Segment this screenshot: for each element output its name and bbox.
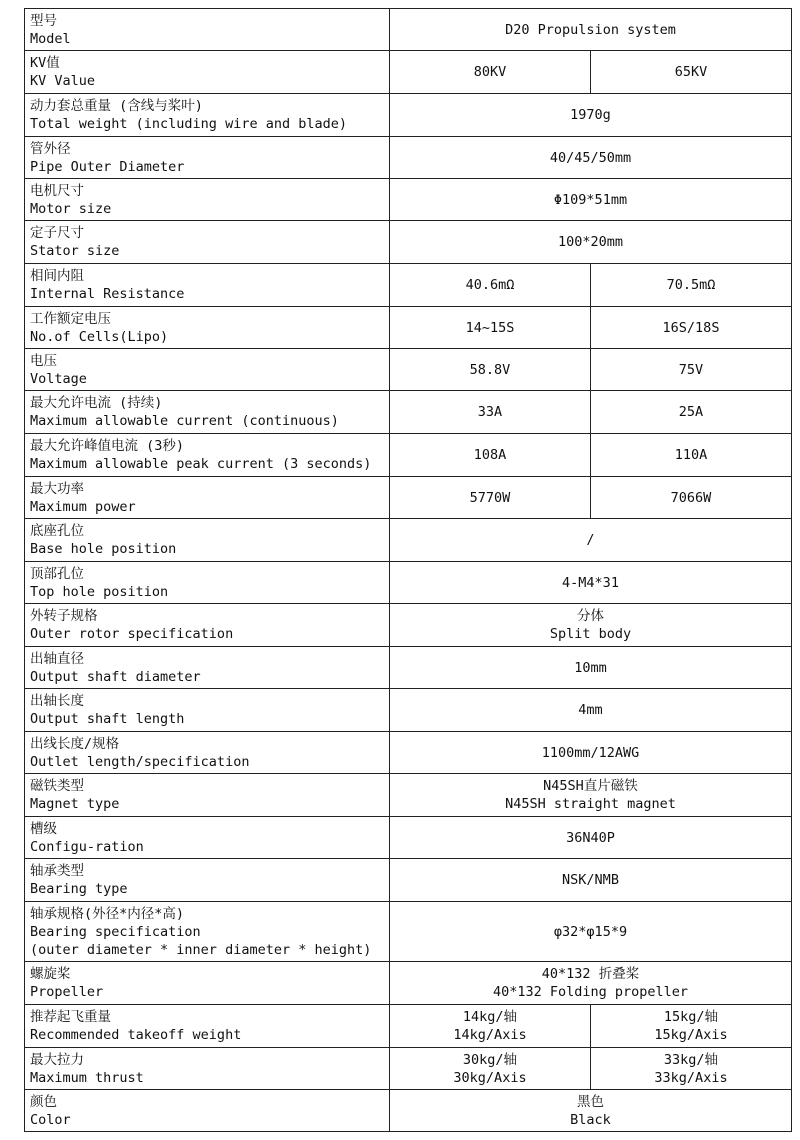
spec-label-cell [25,307,390,349]
spec-label-line: 颜色 [30,1093,57,1110]
spec-label-cell [25,604,390,647]
spec-row [25,179,792,221]
spec-label-cell [25,179,390,221]
spec-value-cell [591,477,792,519]
spec-row [25,221,792,264]
spec-label-cell [25,434,390,477]
spec-value-line: 80KV [473,64,507,80]
spec-value-line: 14kg/轴 [462,1009,518,1025]
spec-label-line: 最大拉力 [30,1051,84,1068]
spec-value-line: 108A [473,447,507,463]
spec-row [25,519,792,562]
spec-value-line: 1970g [570,107,611,123]
spec-label-line: 管外径 [30,140,71,157]
spec-value-cell [591,264,792,307]
spec-label-line: 出线长度/规格 [30,735,120,752]
spec-label-line: 外转子规格 [30,608,98,624]
spec-row [25,732,792,774]
spec-value-line: 65KV [674,64,708,80]
spec-table [24,8,792,1132]
spec-label-cell [25,94,390,137]
spec-value-cell [390,137,792,179]
spec-label-line: 电压 [30,352,57,369]
spec-row [25,349,792,391]
spec-value-cell [390,647,792,689]
spec-value-cell [591,434,792,477]
spec-value-cell [390,434,591,477]
spec-label-cell [25,1005,390,1048]
spec-label-cell [25,9,390,51]
spec-label-line: 槽级 [30,820,57,837]
spec-label-line: 最大功率 [30,480,84,497]
spec-row [25,604,792,647]
spec-label-line: 最大允许峰值电流 (3秒) [30,438,185,454]
spec-label-line: 定子尺寸 [30,225,84,241]
spec-value-line: 15kg/轴 [663,1009,719,1025]
spec-value-cell [390,179,792,221]
spec-value-line: 15kg/Axis [654,1027,728,1043]
spec-value-cell [390,519,792,562]
spec-label-line: Propeller [30,984,104,1000]
spec-label-cell [25,349,390,391]
spec-label-line: Model [30,30,71,47]
spec-table-body [25,9,792,1132]
spec-label-line: 最大允许电流 (持续) [30,395,163,411]
spec-row [25,859,792,902]
spec-value-line: 14~15S [465,319,515,336]
spec-label-line: Bearing specification [30,923,201,940]
spec-label-line: Maximum thrust [30,1069,144,1086]
spec-label-cell [25,477,390,519]
spec-label-cell [25,859,390,902]
spec-value-cell [390,817,792,859]
spec-label-line: Stator size [30,243,120,259]
spec-value-line: 33A [477,404,503,420]
spec-row [25,562,792,604]
spec-value-line: Φ109*51mm [553,191,628,208]
spec-value-line: Black [570,1111,611,1128]
spec-row [25,647,792,689]
spec-value-line: 30kg/轴 [462,1051,518,1068]
spec-label-line: 出轴直径 [30,650,84,667]
spec-row [25,9,792,51]
spec-value-line: 7066W [670,489,712,506]
spec-value-cell [591,307,792,349]
spec-label-line: 工作额定电压 [30,310,111,327]
spec-value-cell [390,1048,591,1090]
spec-row [25,391,792,434]
spec-label-line: 相间内阻 [30,268,84,284]
spec-value-line: 36N40P [566,829,615,846]
spec-label-cell [25,391,390,434]
spec-value-line: 110A [674,447,708,463]
spec-value-line: 黑色 [577,1093,604,1110]
spec-label-line: Color [30,1111,71,1128]
spec-label-line: Internal Resistance [30,286,185,302]
spec-label-line: 推荐起飞重量 [30,1009,111,1025]
spec-value-cell [390,562,792,604]
spec-row [25,94,792,137]
spec-row [25,434,792,477]
spec-value-line: 40/45/50mm [549,149,632,166]
spec-value-line: 75V [678,361,704,378]
spec-label-cell [25,1090,390,1132]
spec-value-line: 33kg/轴 [663,1051,719,1068]
spec-label-line: 出轴长度 [30,693,84,709]
spec-value-line: 10mm [574,659,607,676]
spec-value-cell [591,51,792,94]
spec-value-cell [390,264,591,307]
spec-label-cell [25,902,390,962]
spec-label-line: Configu-ration [30,838,144,855]
spec-label-line: 磁铁类型 [30,778,84,794]
spec-label-line: 顶部孔位 [30,565,84,582]
spec-value-cell [390,9,792,51]
spec-value-cell [390,902,792,962]
spec-label-line: Maximum power [30,498,136,515]
spec-value-line: 40*132 Folding propeller [492,984,689,1000]
spec-label-line: Outlet length/specification [30,753,250,770]
spec-value-line: / [586,532,595,548]
spec-label-line: Voltage [30,370,87,387]
spec-value-cell [390,349,591,391]
spec-label-line: Outer rotor specification [30,626,234,642]
spec-label-line: Top hole position [30,583,169,600]
spec-value-line: 40.6mΩ [465,277,515,293]
spec-value-line: 16S/18S [662,319,720,336]
spec-label-line: KV值 [30,55,60,71]
spec-label-line: Motor size [30,200,112,217]
spec-label-line: Maximum allowable peak current (3 seconds) [30,456,372,472]
spec-label-cell [25,774,390,817]
spec-value-line: N45SH直片磁铁 [543,778,638,794]
spec-value-cell [390,1090,792,1132]
spec-value-cell [390,51,591,94]
spec-row [25,774,792,817]
spec-value-cell [390,689,792,732]
spec-row [25,817,792,859]
spec-label-line: 底座孔位 [30,523,84,539]
spec-value-line: 14kg/Axis [453,1027,527,1043]
spec-value-cell [390,604,792,647]
spec-label-cell [25,221,390,264]
spec-value-line: φ32*φ15*9 [553,923,628,940]
spec-label-cell [25,264,390,307]
spec-label-line: Base hole position [30,541,177,557]
spec-value-line: 100*20mm [557,234,624,250]
spec-value-cell [390,477,591,519]
spec-label-line: (outer diameter * inner diameter * height) [30,941,372,958]
spec-row [25,689,792,732]
spec-value-line: NSK/NMB [562,872,619,888]
spec-label-cell [25,732,390,774]
spec-label-line: 轴承规格(外径*内径*高) [30,905,185,922]
spec-label-cell [25,817,390,859]
spec-value-line: N45SH straight magnet [505,796,676,812]
spec-label-line: 型号 [30,12,57,29]
spec-value-line: 4-M4*31 [562,574,619,591]
spec-value-line: 分体 [577,608,604,624]
spec-value-line: 30kg/Axis [453,1069,527,1086]
spec-value-cell [390,307,591,349]
spec-value-line: 25A [678,404,704,420]
spec-label-cell [25,689,390,732]
spec-row [25,51,792,94]
spec-row [25,1048,792,1090]
spec-label-line: 电机尺寸 [30,182,84,199]
spec-label-cell [25,562,390,604]
spec-label-line: Total weight (including wire and blade) [30,116,347,132]
spec-value-cell [390,1005,591,1048]
spec-label-line: Output shaft diameter [30,668,201,685]
spec-value-cell [591,349,792,391]
spec-label-cell [25,962,390,1005]
spec-row [25,307,792,349]
spec-row [25,1005,792,1048]
spec-value-line: 33kg/Axis [654,1069,728,1086]
spec-value-line: 58.8V [469,361,511,378]
spec-label-line: 动力套总重量 (含线与桨叶) [30,98,203,114]
spec-label-line: KV Value [30,73,96,89]
spec-value-cell [390,94,792,137]
spec-label-line: Magnet type [30,796,120,812]
spec-label-line: No.of Cells(Lipo) [30,328,169,345]
spec-label-cell [25,647,390,689]
spec-value-cell [591,1048,792,1090]
spec-value-cell [591,1005,792,1048]
spec-label-line: 螺旋桨 [30,966,71,982]
spec-value-cell [390,962,792,1005]
spec-value-cell [591,391,792,434]
spec-label-cell [25,137,390,179]
spec-value-line: 40*132 折叠桨 [541,966,640,982]
spec-label-line: Recommended takeoff weight [30,1027,242,1043]
spec-row [25,137,792,179]
spec-label-line: Bearing type [30,881,128,897]
spec-value-line: Split body [549,626,632,642]
spec-value-line: 4mm [578,702,603,718]
spec-row [25,477,792,519]
spec-value-cell [390,732,792,774]
spec-value-cell [390,774,792,817]
spec-value-cell [390,391,591,434]
spec-value-line: 5770W [469,489,511,506]
spec-row [25,902,792,962]
spec-label-cell [25,51,390,94]
spec-value-cell [390,221,792,264]
spec-label-cell [25,519,390,562]
spec-label-cell [25,1048,390,1090]
spec-row [25,1090,792,1132]
spec-value-line: D20 Propulsion system [505,21,676,38]
spec-value-cell [390,859,792,902]
spec-value-line: 1100mm/12AWG [541,744,640,761]
spec-value-line: 70.5mΩ [666,277,716,293]
spec-label-line: Pipe Outer Diameter [30,158,185,175]
spec-row [25,264,792,307]
spec-label-line: Output shaft length [30,711,185,727]
spec-row [25,962,792,1005]
spec-label-line: 轴承类型 [30,863,84,879]
spec-label-line: Maximum allowable current (continuous) [30,413,339,429]
